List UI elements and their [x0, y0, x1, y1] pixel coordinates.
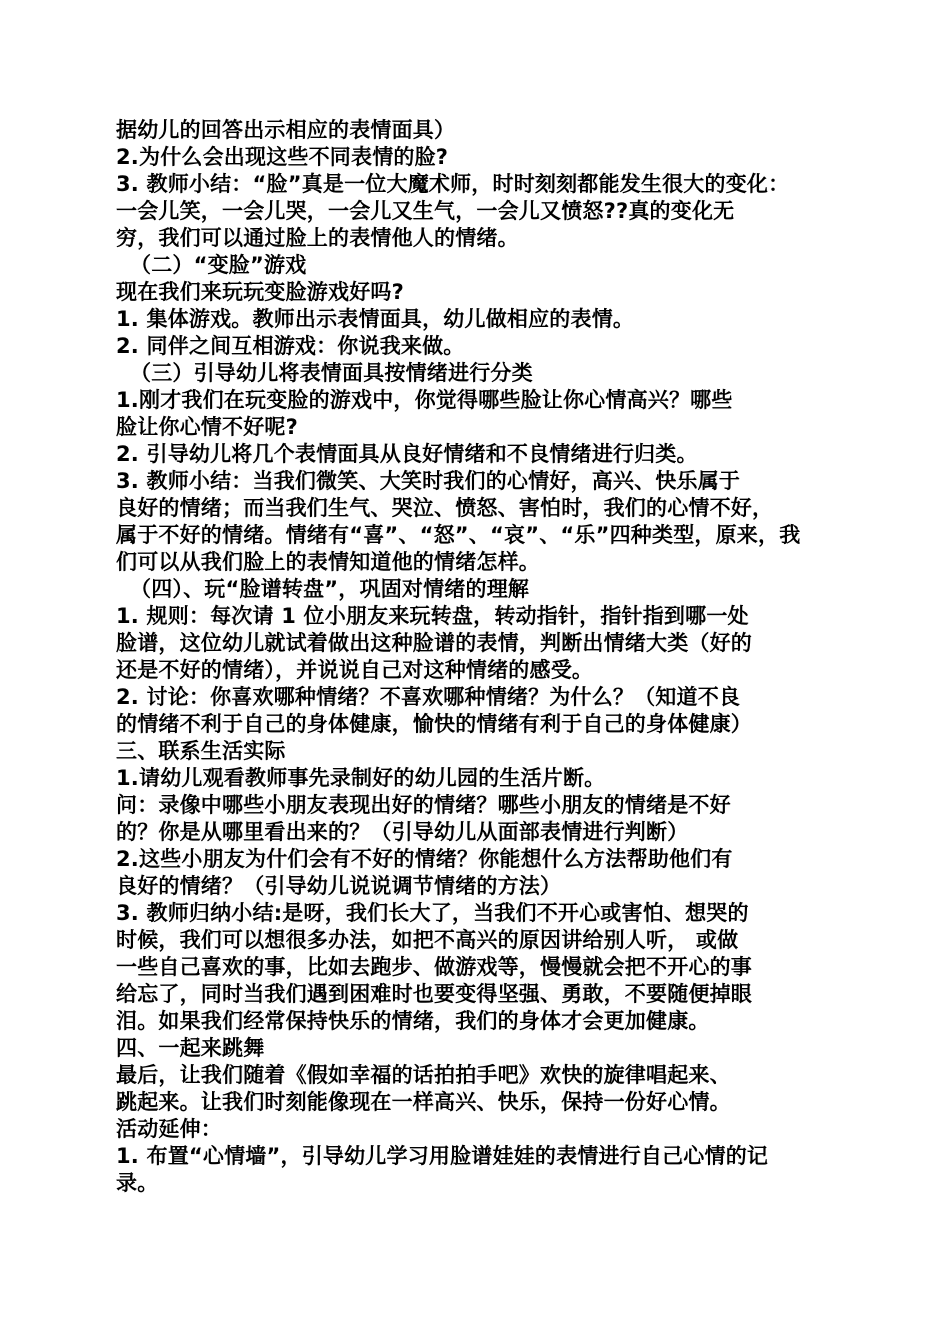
text-line: 良好的情绪；而当我们生气、哭泣、愤怒、害怕时，我们的心情不好， — [116, 496, 774, 520]
text-line: 问：录像中哪些小朋友表现出好的情绪？哪些小朋友的情绪是不好 — [116, 793, 731, 817]
text-line: 穷，我们可以通过脸上的表情他人的情绪。 — [116, 226, 519, 250]
text-line: 时候，我们可以想很多办法，如把不高兴的原因讲给别人听， 或做 — [116, 928, 739, 952]
text-line: 据幼儿的回答出示相应的表情面具） — [116, 118, 456, 142]
text-line: 2.为什么会出现这些不同表情的脸? — [116, 145, 449, 169]
text-line: 1.请幼儿观看教师事先录制好的幼儿园的生活片断。 — [116, 766, 606, 790]
text-line: 3. 教师小结：“脸”真是一位大魔术师，时时刻刻都能发生很大的变化： — [116, 172, 790, 196]
text-line: 一会儿笑，一会儿哭，一会儿又生气，一会儿又愤怒??真的变化无 — [116, 199, 735, 223]
text-line: 泪。如果我们经常保持快乐的情绪，我们的身体才会更加健康。 — [116, 1009, 710, 1033]
text-line: 还是不好的情绪），并说说自己对这种情绪的感受。 — [116, 658, 594, 682]
section-heading: （四）、玩“脸谱转盘”，巩固对情绪的理解 — [130, 577, 530, 601]
section-heading: 三、联系生活实际 — [116, 739, 286, 763]
text-line: 跳起来。让我们时刻能像现在一样高兴、快乐，保持一份好心情。 — [116, 1090, 731, 1114]
section-heading: （二）“变脸”游戏 — [130, 253, 307, 277]
section-heading: （三）引导幼儿将表情面具按情绪进行分类 — [130, 361, 533, 385]
text-line: 3. 教师小结：当我们微笑、大笑时我们的心情好，高兴、快乐属于 — [116, 469, 741, 493]
text-line: 最后，让我们随着《假如幸福的话拍拍手吧》欢快的旋律唱起来、 — [116, 1063, 731, 1087]
text-line: 2. 同伴之间互相游戏：你说我来做。 — [116, 334, 465, 358]
text-line: 的？你是从哪里看出来的？（引导幼儿从面部表情进行判断） — [116, 820, 689, 844]
text-line: 2. 讨论：你喜欢哪种情绪？不喜欢哪种情绪？为什么？（知道不良 — [116, 685, 741, 709]
text-line: 2. 引导幼儿将几个表情面具从良好情绪和不良情绪进行归类。 — [116, 442, 698, 466]
text-line: 2.这些小朋友为什们会有不好的情绪？你能想什么方法帮助他们有 — [116, 847, 733, 871]
text-line: 1. 布置“心情墙”，引导幼儿学习用脸谱娃娃的表情进行自己心情的记 — [116, 1144, 769, 1168]
text-line: 录。 — [116, 1171, 159, 1195]
document-body — [116, 117, 846, 1197]
text-line: 现在我们来玩玩变脸游戏好吗? — [116, 280, 404, 304]
text-line: 属于不好的情绪。情绪有“喜”、“怒”、“哀”、“乐”四种类型，原来，我 — [116, 523, 801, 547]
text-line: 3. 教师归纳小结:是呀，我们长大了，当我们不开心或害怕、想哭的 — [116, 901, 749, 925]
text-line: 活动延伸： — [116, 1117, 222, 1141]
text-line: 1. 规则：每次请 1 位小朋友来玩转盘，转动指针，指针指到哪一处 — [116, 604, 749, 628]
text-line: 良好的情绪？（引导幼儿说说调节情绪的方法） — [116, 874, 562, 898]
text-line: 们可以从我们脸上的表情知道他的情绪怎样。 — [116, 550, 540, 574]
text-line: 给忘了，同时当我们遇到困难时也要变得坚强、勇敢，不要随便掉眼 — [116, 982, 752, 1006]
text-line: 1.刚才我们在玩变脸的游戏中，你觉得哪些脸让你心情高兴？哪些 — [116, 388, 733, 412]
section-heading: 四、一起来跳舞 — [116, 1036, 265, 1060]
text-line: 的情绪不利于自己的身体健康，愉快的情绪有利于自己的身体健康） — [116, 712, 752, 736]
text-line: 1. 集体游戏。教师出示表情面具，幼儿做相应的表情。 — [116, 307, 635, 331]
text-line: 脸让你心情不好呢? — [116, 415, 298, 439]
text-line: 一些自己喜欢的事，比如去跑步、做游戏等，慢慢就会把不开心的事 — [116, 955, 752, 979]
text-line: 脸谱，这位幼儿就试着做出这种脸谱的表情，判断出情绪大类（好的 — [116, 631, 752, 655]
